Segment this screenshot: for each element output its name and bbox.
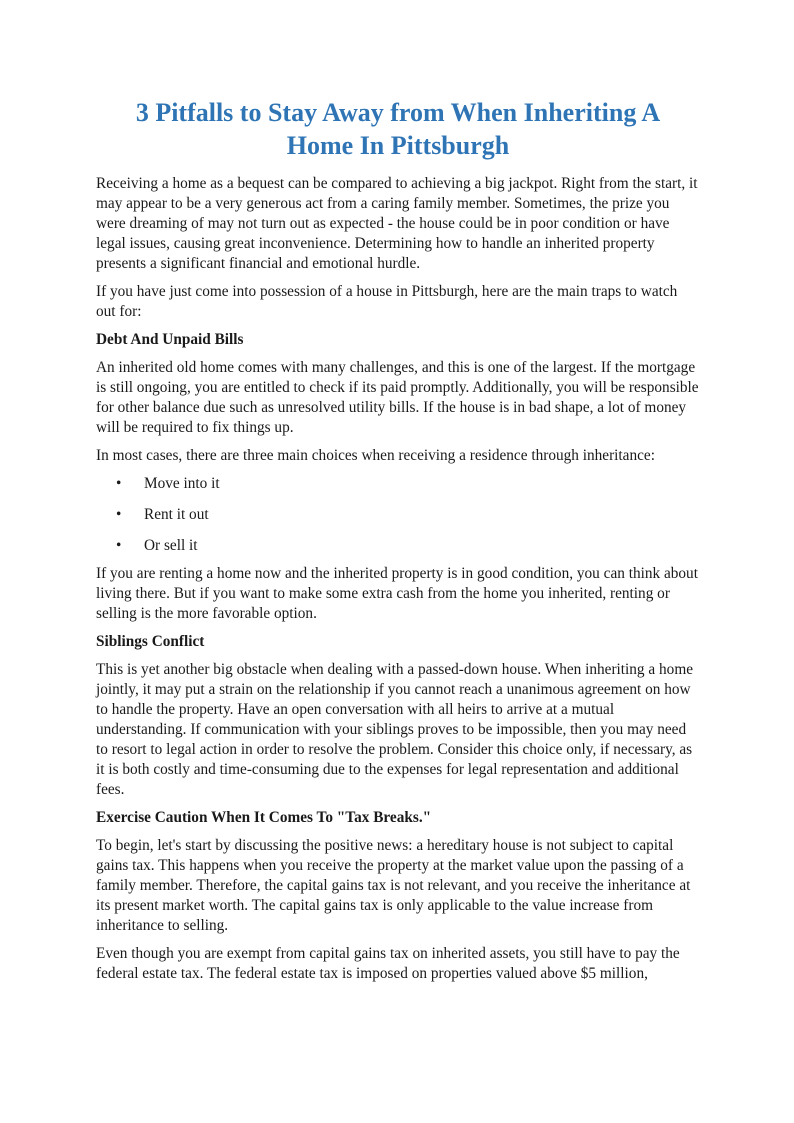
choices-list bbox=[96, 474, 700, 556]
section-paragraph: If you are renting a home now and the inherited property is in good condition, you can think about living there. But if you want to make some extra cash from the home you inherited, renting or selling is the more favorable option. bbox=[96, 565, 698, 622]
list-item bbox=[96, 536, 700, 556]
section-heading-tax: Exercise Caution When It Comes To "Tax Breaks." bbox=[96, 809, 432, 826]
section-paragraph: An inherited old home comes with many challenges, and this is one of the largest. If the mortgage is still ongoing, you are entitled to check if its paid promptly. Additionally, you will be responsible for other balance due such as unresolved utility bills. If the house is in bad shape, a lot of money will be required to fix things up. bbox=[96, 359, 699, 436]
list-item-text: Or sell it bbox=[144, 537, 198, 554]
bullet-icon: • bbox=[116, 537, 122, 554]
section-paragraph: Even though you are exempt from capital gains tax on inherited assets, you still have to pay the federal estate tax. The federal estate tax is imposed on properties valued above $5 million, bbox=[96, 945, 680, 982]
list-item-text: Move into it bbox=[144, 475, 220, 492]
section-paragraph: To begin, let's start by discussing the positive news: a hereditary house is not subject to capital gains tax. This happens when you receive the property at the market value upon the passing of a family member. Therefore, the capital gains tax is not relevant, and you receive the inheritance at its present market worth. The capital gains tax is only applicable to the value increase from inheritance to selling. bbox=[96, 837, 691, 934]
bullet-icon: • bbox=[116, 475, 122, 492]
list-item bbox=[96, 505, 700, 525]
article bbox=[96, 96, 700, 992]
list-item-text: Rent it out bbox=[144, 506, 209, 523]
bullet-icon: • bbox=[116, 506, 122, 523]
section-paragraph: This is yet another big obstacle when dealing with a passed-down house. When inheriting a home jointly, it may put a strain on the relationship if you cannot reach a unanimous agreement on how to handle the property. Have an open conversation with all heirs to arrive at a mutual understanding. If communication with your siblings proves to be impossible, then you may need to resort to legal action in order to resolve the problem. Consider this choice only, if necessary, as it is both costly and time-consuming due to the expenses for legal representation and additional fees. bbox=[96, 661, 694, 798]
list-item bbox=[96, 474, 700, 494]
section-heading-siblings: Siblings Conflict bbox=[96, 633, 205, 650]
section-heading-debt: Debt And Unpaid Bills bbox=[96, 331, 244, 348]
page-title: 3 Pitfalls to Stay Away from When Inheriting A Home In Pittsburgh bbox=[135, 98, 661, 160]
intro-paragraph: If you have just come into possession of a house in Pittsburgh, here are the main traps to watch out for: bbox=[96, 283, 678, 320]
section-paragraph: In most cases, there are three main choices when receiving a residence through inheritance: bbox=[96, 447, 655, 464]
intro-paragraph: Receiving a home as a bequest can be compared to achieving a big jackpot. Right from the start, it may appear to be a very generous act from a caring family member. Sometimes, the prize you were dreaming of may not turn out as expected - the house could be in poor condition or have legal issues, causing great inconvenience. Determining how to handle an inherited property presents a significant financial and emotional hurdle. bbox=[96, 175, 698, 272]
